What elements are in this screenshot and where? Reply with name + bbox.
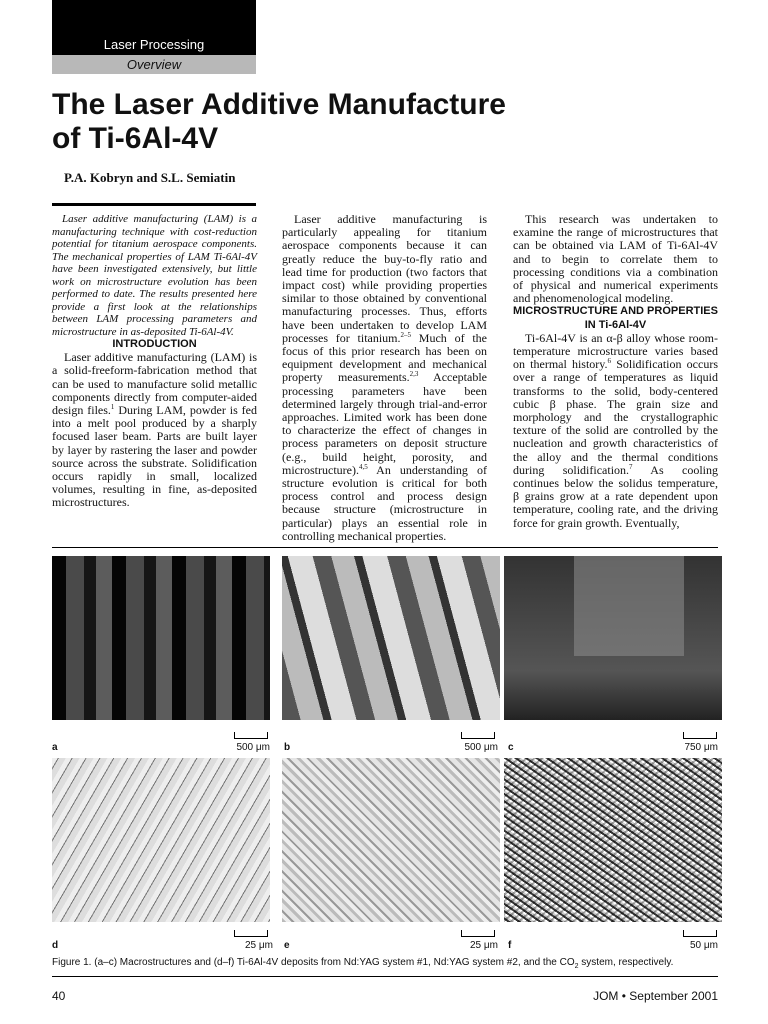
intro-paragraph: Laser additive manufacturing (LAM) is a solid-freeform-fabrication method that can be used to manufacture solid metallic components directly from computer-aided design files.$^1$ During LAM, powder is fed into a melt pool produced by a sharply focused laser beam. Parts are built layer by layer by rastering the laser and powder source across the substrate. Solidification occurs rapidly in small, localized volumes, resulting in fine, as-deposited microstructures. <box>52 350 257 510</box>
section-label: Laser Processing <box>52 0 256 55</box>
col2-paragraph: Laser additive manufacturing is particularly appealing for titanium aerospace components because it can greatly reduce the buy-to-fly ratio and lead time for production (two factors that impact cost) while providing properties similar to those obtained by conventional manufacturing processes. Thus, efforts have been undertaken to develop LAM processes for titanium.$^{2-5}$ Much of the focus of this prior research has been on equipment development and mechanical property measurements.$^{2,3}$ Acceptable processing parameters have been determined largely through trial-and-error approaches. Limited work has been done to characterize the effect of changes in process parameters on deposit structure (e.g., build height, porosity, and microstructure).$^{4,5}$ An understanding of structure evolution is critical for both process control and process design because structure (microstructure in particular) plays an essential role in controlling mechanical properties. <box>282 212 487 543</box>
col3-paragraph-2: Ti-6Al-4V is an α-β alloy whose room-temperature microstructure varies based on thermal history.$^6$ Solidification occurs over a range of temperatures as liquid transforms to the solid, body-centered cubic β phase. The grain size and morphology and the crystallographic texture of the solid are controlled by the nucleation and growth characteristics of the alloy and the thermal conditions during solidification.$^7$ As cooling continues below the solidus temperature, β grains grow at a rate dependent upon temperature, cooling rate, and the driving force for grain growth. Eventually, <box>513 330 718 530</box>
panel-label-c: c <box>508 742 514 753</box>
scale-label-a: 500 μm <box>236 742 270 753</box>
journal-info: JOM • September 2001 <box>593 989 718 1003</box>
scale-bar-b <box>461 732 495 739</box>
panel-label-a: a <box>52 742 58 753</box>
micrograph-d <box>52 758 270 922</box>
micrograph-e <box>282 758 500 922</box>
title-line-1: The Laser Additive Manufacture <box>52 88 506 121</box>
micrograph-f <box>504 758 722 922</box>
panel-label-f: f <box>508 940 512 951</box>
scale-bar-d <box>234 930 268 937</box>
scale-label-c: 750 μm <box>684 742 718 753</box>
scale-bar-f <box>683 930 717 937</box>
column-2 <box>282 213 487 543</box>
scale-bar-c <box>683 732 717 739</box>
figure-caption: Figure 1. (a–c) Macrostructures and (d–f) Ti-6Al-4V deposits from Nd:YAG system #1, Nd:YAG system #2, and the $CO_2$ system, respectively. <box>52 957 674 970</box>
title-line-2: of Ti-6Al-4V <box>52 122 219 155</box>
article-title <box>52 88 732 156</box>
scale-label-b: 500 μm <box>464 742 498 753</box>
micrograph-c <box>504 556 722 720</box>
micrograph-a <box>52 556 270 720</box>
figure-top-rule <box>52 547 718 548</box>
abstract: Laser additive manufacturing (LAM) is a manufacturing technique with cost-reduction potential for titanium aerospace components. The mechanical properties of LAM Ti-6Al-4V have been investigated extensively, but little work on microstructure evolution has been performed to date. The results presented here provide a first look at the relationships between LAM processing parameters and microstructure in as-deposited Ti-6Al-4V. <box>52 213 257 338</box>
column-1 <box>52 213 257 510</box>
footer-rule <box>52 976 718 977</box>
scale-label-e: 25 μm <box>470 940 498 951</box>
page-number: 40 <box>52 989 66 1003</box>
panel-label-e: e <box>284 940 290 951</box>
scale-bar-e <box>461 930 495 937</box>
micro-heading: MICROSTRUCTURE AND PROPERTIES IN Ti-6Al-4V <box>513 305 718 331</box>
subsection-label: Overview <box>52 55 256 74</box>
column-3 <box>513 213 718 530</box>
authors: P.A. Kobryn and S.L. Semiatin <box>64 170 236 185</box>
scale-bar-a <box>234 732 268 739</box>
section-tag <box>52 0 256 74</box>
divider <box>52 203 256 206</box>
scale-label-d: 25 μm <box>245 940 273 951</box>
panel-label-d: d <box>52 940 59 951</box>
intro-heading: INTRODUCTION <box>112 338 197 350</box>
panel-label-b: b <box>284 742 291 753</box>
scale-label-f: 50 μm <box>690 940 718 951</box>
micrograph-b <box>282 556 500 720</box>
col3-paragraph-1: This research was undertaken to examine the range of microstructures that can be obtained via LAM of Ti-6Al-4V and to begin to correlate them to processing conditions via a combination of physical and numerical experiments and phenomenological modeling. <box>513 212 718 306</box>
